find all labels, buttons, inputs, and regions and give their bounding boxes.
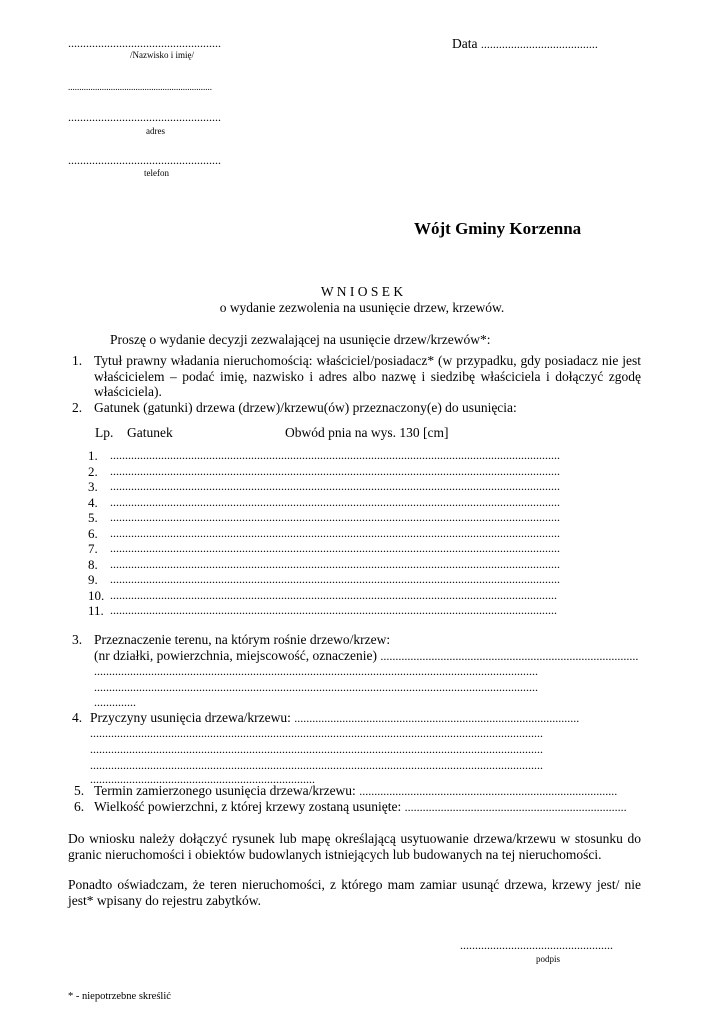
item3-number: 3.: [72, 632, 83, 647]
tree-row-number: 1.: [88, 448, 98, 463]
tree-row: [88, 603, 636, 618]
item6-number: 6.: [74, 799, 85, 814]
item6-text: Wielkość powierzchni, z której krzewy zostaną usunięte:: [94, 799, 402, 814]
date-field: [452, 36, 598, 53]
tree-row: [88, 510, 636, 525]
item4-line-1: .......................................................................................................................................................: [90, 726, 543, 740]
recipient: Wójt Gminy Korzenna: [414, 219, 582, 238]
item3-text: Przeznaczenie terenu, na którym rośnie drzewo/krzew:: [94, 632, 391, 647]
tree-row: [88, 541, 636, 556]
item4-line-3: .......................................................................................................................................................: [90, 758, 543, 772]
tree-row-line: ......................................................................................................................................................: [110, 510, 560, 524]
intro-text: Proszę o wydanie decyzji zezwalającej na usunięcie drzew/krzewów*:: [110, 332, 491, 347]
signature-label: podpis: [536, 954, 561, 964]
tree-row: [88, 572, 636, 587]
date-line: .......................................: [480, 37, 598, 51]
tree-row-number: 6.: [88, 525, 98, 541]
attachment-note: Do wniosku należy dołączyć rysunek lub mapę określającą usytuowanie drzewa/krzewu w stosunku do granic nieruchomości i obiektów budowlanych istniejących lub budowanych na tej nieruchomości.: [68, 831, 641, 862]
tree-row-number: 7.: [88, 541, 98, 556]
tree-row-line: ......................................................................................................................................................: [110, 572, 560, 586]
name-label: /Nazwisko i imię/: [130, 50, 194, 60]
tree-row-number: 2.: [88, 463, 98, 479]
tree-row: [88, 448, 636, 463]
tree-row-line: ......................................................................................................................................................: [110, 556, 560, 571]
tree-row-number: 8.: [88, 556, 98, 572]
item4-row: [90, 710, 640, 727]
col-girth: Obwód pnia na wys. 130 [cm]: [285, 425, 449, 440]
tree-row-line: ......................................................................................................................................................: [110, 479, 560, 493]
tree-row-number: 4.: [88, 494, 98, 510]
tree-row-number: 5.: [88, 510, 98, 525]
name-line: ...................................................: [68, 36, 221, 50]
tree-row-line: ......................................................................................................................................................: [110, 541, 560, 555]
address-label: adres: [146, 126, 165, 136]
signature-line: ...................................................: [460, 938, 613, 952]
item4-number: 4.: [72, 710, 83, 725]
footnote: * - niepotrzebne skreślić: [68, 991, 171, 1002]
item4-line-2: .......................................................................................................................................................: [90, 742, 543, 756]
tree-row: [88, 495, 636, 510]
address-line: ...................................................: [68, 110, 221, 124]
tree-row-number: 9.: [88, 572, 98, 587]
item6-dots: ..........................................................................: [404, 800, 627, 814]
phone-label: telefon: [144, 168, 169, 178]
item3-line-3: ..............: [94, 695, 136, 709]
tree-row-number: 11.: [88, 603, 104, 618]
item4-text: Przyczyny usunięcia drzewa/krzewu:: [90, 710, 291, 725]
tree-row-line: .....................................................................................................................................................: [110, 587, 557, 602]
tree-row-line: ......................................................................................................................................................: [110, 494, 560, 509]
item1-text: Tytuł prawny władania nieruchomością: właściciel/posiadacz* (w przypadku, gdy posiadacz nie jest właścicielem – podać imię, nazwisko i adres albo nazwę i siedzibę właściciela i dołączyć zgodę właściciela).: [94, 353, 641, 399]
tree-row-line: .....................................................................................................................................................: [110, 603, 557, 617]
item5-number: 5.: [74, 783, 85, 798]
date-label: Data: [452, 36, 478, 51]
tree-row-line: ......................................................................................................................................................: [110, 448, 560, 462]
col-lp: Lp.: [95, 425, 114, 440]
tree-row: [88, 479, 636, 494]
tree-row: [88, 526, 636, 541]
tree-row-number: 10.: [88, 587, 105, 603]
tree-row: [88, 588, 636, 603]
tree-row-line: ......................................................................................................................................................: [110, 525, 560, 540]
item5-row: [94, 783, 641, 800]
col-species: Gatunek: [127, 425, 173, 440]
item6-row: [94, 799, 641, 816]
item2-text: Gatunek (gatunki) drzewa (drzew)/krzewu(ów) przeznaczony(e) do usunięcia:: [94, 400, 517, 415]
tree-row: [88, 464, 636, 479]
phone-line: ...................................................: [68, 153, 221, 167]
doc-title: W N I O S E K: [320, 284, 404, 299]
extra-line: ................................................................: [68, 82, 212, 92]
tree-row-line: ......................................................................................................................................................: [110, 463, 560, 478]
item4-dots: ...............................................................................................: [294, 711, 580, 725]
item1-number: 1.: [72, 353, 83, 368]
tree-row-number: 3.: [88, 479, 98, 494]
item3-sub-label: (nr działki, powierzchnia, miejscowość, oznaczenie): [94, 648, 377, 663]
item2-number: 2.: [72, 400, 83, 415]
doc-subtitle: o wydanie zezwolenia na usunięcie drzew, krzewów.: [219, 300, 505, 315]
heritage-declaration: Ponadto oświadczam, że teren nieruchomości, z którego mam zamiar usunąć drzewa, krzewy jest/ nie jest* wpisany do rejestru zabytków.: [68, 877, 641, 908]
item3-line-2: ....................................................................................................................................................: [94, 680, 538, 694]
item3-sub-dots: ......................................................................................: [380, 649, 639, 663]
item3-sub: [94, 648, 641, 665]
tree-row: [88, 557, 636, 572]
item5-dots: ......................................................................................: [359, 784, 618, 798]
item5-text: Termin zamierzonego usunięcia drzewa/krzewu:: [94, 783, 356, 798]
item3-line-1: ....................................................................................................................................................: [94, 664, 538, 678]
item4-line-4: ...........................................................................: [90, 772, 315, 786]
